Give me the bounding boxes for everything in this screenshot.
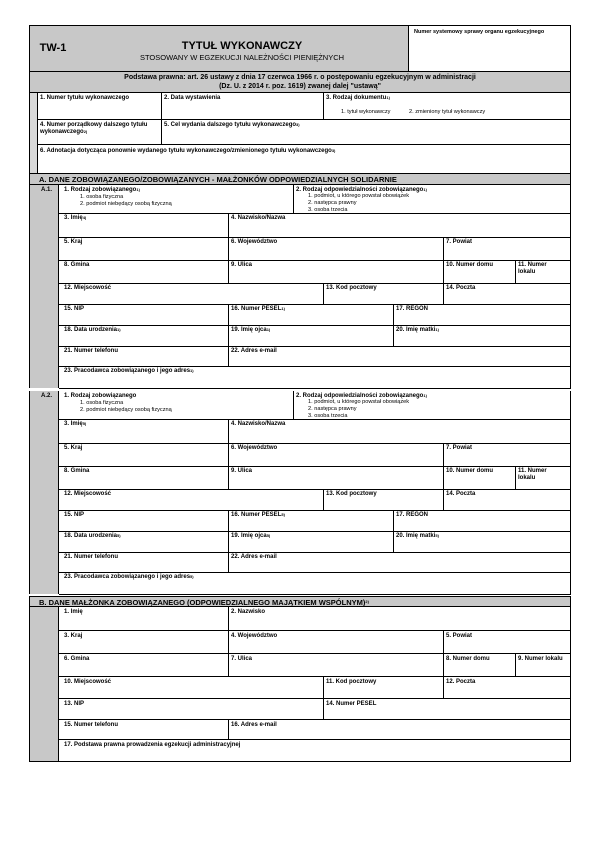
form-code-cell	[29, 25, 77, 72]
field-regon[interactable]	[393, 304, 571, 325]
field-nip-label: 15. NIP	[64, 306, 85, 312]
b-field-municipality[interactable]	[59, 654, 228, 677]
field-postal-code[interactable]	[323, 283, 443, 304]
field-phone-label: 21. Numer telefonu	[64, 348, 119, 354]
field-voivodeship-label: 6. Województwo	[231, 445, 278, 451]
b-field-house-number-label: 8. Numer domu	[446, 656, 490, 662]
field-postal-code[interactable]	[323, 489, 443, 510]
b-field-street-label: 7. Ulica	[231, 656, 253, 662]
section-a-header	[29, 174, 571, 185]
field-last-name-label: 4. Nazwisko/Nazwa	[231, 215, 286, 221]
field-phone[interactable]	[59, 346, 228, 366]
field-locality[interactable]	[59, 283, 323, 304]
field-municipality[interactable]	[59, 260, 228, 283]
legal-basis-line2: (Dz. U. z 2014 r. poz. 1619) zwanej dalej "ustawą"	[219, 83, 381, 90]
b-field-post-office-label: 12. Poczta	[446, 679, 476, 685]
obligor-type-option-2[interactable]: 2. podmiot niebędący osobą fizyczną	[80, 201, 172, 207]
b-field-country[interactable]	[59, 631, 228, 654]
divider	[59, 388, 571, 389]
doc-type-option-2[interactable]: 2. zmieniony tytuł wykonawczy	[409, 109, 486, 115]
field-municipality-label: 8. Gmina	[64, 468, 90, 474]
b-field-first-name-label: 1. Imię	[64, 609, 83, 615]
field-phone-label: 21. Numer telefonu	[64, 554, 119, 560]
field-post-office-label: 14. Poczta	[446, 491, 476, 497]
field-next-title-purpose[interactable]	[161, 120, 571, 145]
b-field-voivodeship[interactable]	[228, 631, 443, 654]
section-b-title: B. DANE MAŁŻONKA ZOBOWIĄZANEGO (ODPOWIEDZIALNEGO MAJĄTKIEM WSPÓLNYM)$^{2)}$	[39, 598, 369, 607]
b-field-last-name[interactable]	[228, 607, 571, 631]
field-regon[interactable]	[393, 510, 571, 531]
field-first-name-label: 3. Imię$^{4)}$	[64, 215, 87, 221]
field-voivodeship-label: 6. Województwo	[231, 239, 278, 245]
block-id-strip	[29, 185, 59, 388]
system-number-label: Numer systemowy sprawy organu egzekucyjnego	[414, 29, 545, 35]
field-mother-name[interactable]	[393, 325, 571, 346]
liability-type-option-3[interactable]: 3. osoba trzecia	[308, 413, 348, 419]
field-regon-label: 17. REGON	[396, 306, 429, 312]
b-field-locality[interactable]	[59, 677, 323, 699]
title-cell	[76, 25, 408, 72]
field-postal-code-label: 13. Kod pocztowy	[326, 491, 377, 497]
b-field-nip[interactable]	[59, 699, 323, 720]
field-liability-type[interactable]	[293, 185, 571, 213]
obligor-type-option-1[interactable]: 1. osoba fizyczna	[80, 400, 124, 406]
field-flat-number-label: 11. Numer lokalu	[518, 262, 547, 275]
field-pesel[interactable]	[228, 304, 393, 325]
field-street[interactable]	[228, 260, 443, 283]
field-email-label: 22. Adres e-mail	[231, 348, 277, 354]
field-first-name[interactable]	[59, 213, 228, 237]
field-next-title-number[interactable]	[37, 120, 161, 145]
field-last-name[interactable]	[228, 213, 571, 237]
block-id: A.1.	[41, 187, 53, 193]
form-title: TYTUŁ WYKONAWCZY	[181, 40, 303, 52]
field-country-label: 5. Kraj	[64, 445, 83, 451]
field-birth-date[interactable]	[59, 325, 228, 346]
b-field-postal-code[interactable]	[323, 677, 443, 699]
field-obligor-type-label: 1. Rodzaj zobowiązanego	[64, 393, 137, 399]
b-field-email-label: 16. Adres e-mail	[231, 722, 277, 728]
form-code: TW-1	[39, 42, 67, 54]
divider	[59, 594, 571, 595]
obligor-type-option-1[interactable]: 1. osoba fizyczna	[80, 194, 124, 200]
field-obligor-type-label: 1. Rodzaj zobowiązanego$^{1)}$	[64, 187, 140, 193]
block-id-strip	[29, 391, 59, 594]
field-mother-name-label: 20. Imię matki$^{5)}$	[396, 533, 439, 539]
field-country[interactable]	[59, 237, 228, 260]
field-street-label: 9. Ulica	[231, 262, 253, 268]
b-field-locality-label: 10. Miejscowość	[64, 679, 112, 685]
field-locality-label: 12. Miejscowość	[64, 285, 112, 291]
b-field-legal-basis-label: 17. Podstawa prawna prowadzenia egzekucji administracyjnej	[64, 742, 241, 748]
field-liability-type[interactable]	[293, 391, 571, 419]
system-number-field[interactable]	[408, 25, 571, 72]
field-issue-date[interactable]	[161, 93, 323, 120]
field-annotation-label: 6. Adnotacja dotycząca ponownie wydanego tytułu wykonawczego/zmienionego tytułu wykonawczego$^{3)}$	[40, 148, 336, 154]
field-title-number-label: 1. Numer tytułu wykonawczego	[40, 95, 130, 101]
b-field-phone-label: 15. Numer telefonu	[64, 722, 119, 728]
field-phone[interactable]	[59, 552, 228, 572]
field-email-label: 22. Adres e-mail	[231, 554, 277, 560]
field-father-name[interactable]	[228, 531, 393, 552]
field-post-office[interactable]	[443, 489, 571, 510]
field-post-office-label: 14. Poczta	[446, 285, 476, 291]
field-street[interactable]	[228, 466, 443, 489]
section-b-header	[29, 596, 571, 607]
liability-type-option-1[interactable]: 1. podmiot, u którego powstał obowiązek	[308, 399, 410, 405]
field-pesel-label: 16. Numer PESEL$^{5)}$	[231, 512, 285, 518]
b-field-nip-label: 13. NIP	[64, 701, 85, 707]
field-voivodeship[interactable]	[228, 237, 443, 260]
block-id: A.2.	[41, 393, 53, 399]
b-field-street[interactable]	[228, 654, 443, 677]
liability-type-option-2[interactable]: 2. następca prawny	[308, 406, 357, 412]
b-field-county-label: 5. Powiat	[446, 633, 473, 639]
field-last-name[interactable]	[228, 419, 571, 443]
field-birth-date-label: 18. Data urodzenia$^{5)}$	[64, 533, 121, 539]
liability-type-option-1[interactable]: 1. podmiot, u którego powstał obowiązek	[308, 193, 410, 199]
field-employer[interactable]	[59, 572, 571, 594]
field-municipality[interactable]	[59, 466, 228, 489]
field-first-name[interactable]	[59, 419, 228, 443]
section-a-title: A. DANE ZOBOWIĄZANEGO/ZOBOWIĄZANYCH - MAŁŻONKÓW ODPOWIEDZIALNYCH SOLIDARNIE	[39, 175, 397, 184]
obligor-type-option-2[interactable]: 2. podmiot niebędący osobą fizyczną	[80, 407, 172, 413]
b-field-postal-code-label: 11. Kod pocztowy	[326, 679, 377, 685]
b-field-pesel-label: 14. Numer PESEL	[326, 701, 377, 707]
legal-basis-line1: Podstawa prawna: art. 26 ustawy z dnia 17 czerwca 1966 r. o postępowaniu egzekucyjnym w administracji	[124, 74, 476, 81]
b-field-country-label: 3. Kraj	[64, 633, 83, 639]
field-email[interactable]	[228, 552, 571, 572]
field-locality-label: 12. Miejscowość	[64, 491, 112, 497]
field-birth-date-label: 18. Data urodzenia$^{1)}$	[64, 327, 121, 333]
field-flat-number[interactable]	[515, 466, 571, 489]
field-title-number[interactable]	[37, 93, 161, 120]
field-document-type[interactable]	[323, 93, 571, 120]
field-annotation[interactable]	[37, 145, 571, 174]
field-employer-label: 23. Pracodawca zobowiązanego i jego adres$^{1)}$	[64, 368, 194, 374]
field-birth-date[interactable]	[59, 531, 228, 552]
field-first-name-label: 3. Imię$^{5)}$	[64, 421, 87, 427]
field-municipality-label: 8. Gmina	[64, 262, 90, 268]
field-voivodeship[interactable]	[228, 443, 443, 466]
field-obligor-type[interactable]	[59, 185, 293, 213]
field-nip[interactable]	[59, 510, 228, 531]
b-field-house-number[interactable]	[443, 654, 515, 677]
field-flat-number[interactable]	[515, 260, 571, 283]
b-field-municipality-label: 6. Gmina	[64, 656, 90, 662]
b-field-phone[interactable]	[59, 720, 228, 740]
field-mother-name-label: 20. Imię matki$^{1)}$	[396, 327, 439, 333]
field-postal-code-label: 13. Kod pocztowy	[326, 285, 377, 291]
field-pesel[interactable]	[228, 510, 393, 531]
field-last-name-label: 4. Nazwisko/Nazwa	[231, 421, 286, 427]
field-house-number-label: 10. Numer domu	[446, 468, 494, 474]
b-field-legal-basis[interactable]	[59, 740, 571, 762]
liability-type-option-3[interactable]: 3. osoba trzecia	[308, 207, 348, 213]
field-regon-label: 17. REGON	[396, 512, 429, 518]
doc-type-option-1[interactable]: 1. tytuł wykonawczy	[341, 109, 391, 115]
field-county-label: 7. Powiat	[446, 239, 473, 245]
b-field-flat-number[interactable]	[515, 654, 571, 677]
b-field-voivodeship-label: 4. Województwo	[231, 633, 278, 639]
liability-type-option-2[interactable]: 2. następca prawny	[308, 200, 357, 206]
b-field-county[interactable]	[443, 631, 571, 654]
field-street-label: 9. Ulica	[231, 468, 253, 474]
b-field-flat-number-label: 9. Numer lokalu	[518, 656, 563, 662]
legal-basis	[29, 72, 571, 93]
form-subtitle: STOSOWANY W EGZEKUCJI NALEŻNOŚCI PIENIĘŻNYCH	[139, 53, 345, 62]
b-field-post-office[interactable]	[443, 677, 571, 699]
field-father-name-label: 19. Imię ojca$^{1)}$	[231, 327, 271, 333]
b-field-last-name-label: 2. Nazwisko	[231, 609, 266, 615]
field-locality[interactable]	[59, 489, 323, 510]
field-county[interactable]	[443, 443, 571, 466]
b-field-first-name[interactable]	[59, 607, 228, 631]
field-nip-label: 15. NIP	[64, 512, 85, 518]
field-house-number[interactable]	[443, 260, 515, 283]
field-flat-number-label: 11. Numer lokalu	[518, 468, 547, 481]
b-field-email[interactable]	[228, 720, 571, 740]
field-employer[interactable]	[59, 366, 571, 388]
field-issue-date-label: 2. Data wystawienia	[164, 95, 221, 101]
field-liability-type-label: 2. Rodzaj odpowiedzialności zobowiązanego$^{1)}$	[296, 393, 427, 399]
field-father-name[interactable]	[228, 325, 393, 346]
field-house-number-label: 10. Numer domu	[446, 262, 494, 268]
field-next-title-purpose-label: 5. Cel wydania dalszego tytułu wykonawczego$^{3)}$	[164, 122, 300, 128]
field-liability-type-label: 2. Rodzaj odpowiedzialności zobowiązanego$^{1)}$	[296, 187, 427, 193]
field-post-office[interactable]	[443, 283, 571, 304]
field-document-type-label: 3. Rodzaj dokumentu$^{1)}$	[326, 95, 390, 101]
field-house-number[interactable]	[443, 466, 515, 489]
b-field-pesel[interactable]	[323, 699, 571, 720]
field-country[interactable]	[59, 443, 228, 466]
field-nip[interactable]	[59, 304, 228, 325]
field-next-title-number-label: 4. Numer porządkowy dalszego tytułu wykonawczego$^{2)}$	[40, 122, 148, 135]
field-pesel-label: 16. Numer PESEL$^{1)}$	[231, 306, 285, 312]
field-mother-name[interactable]	[393, 531, 571, 552]
section-b-left-strip	[29, 607, 59, 762]
field-employer-label: 23. Pracodawca zobowiązanego i jego adres$^{5)}$	[64, 574, 194, 580]
field-obligor-type[interactable]	[59, 391, 293, 419]
field-country-label: 5. Kraj	[64, 239, 83, 245]
field-county-label: 7. Powiat	[446, 445, 473, 451]
field-father-name-label: 19. Imię ojca$^{5)}$	[231, 533, 271, 539]
field-county[interactable]	[443, 237, 571, 260]
field-email[interactable]	[228, 346, 571, 366]
